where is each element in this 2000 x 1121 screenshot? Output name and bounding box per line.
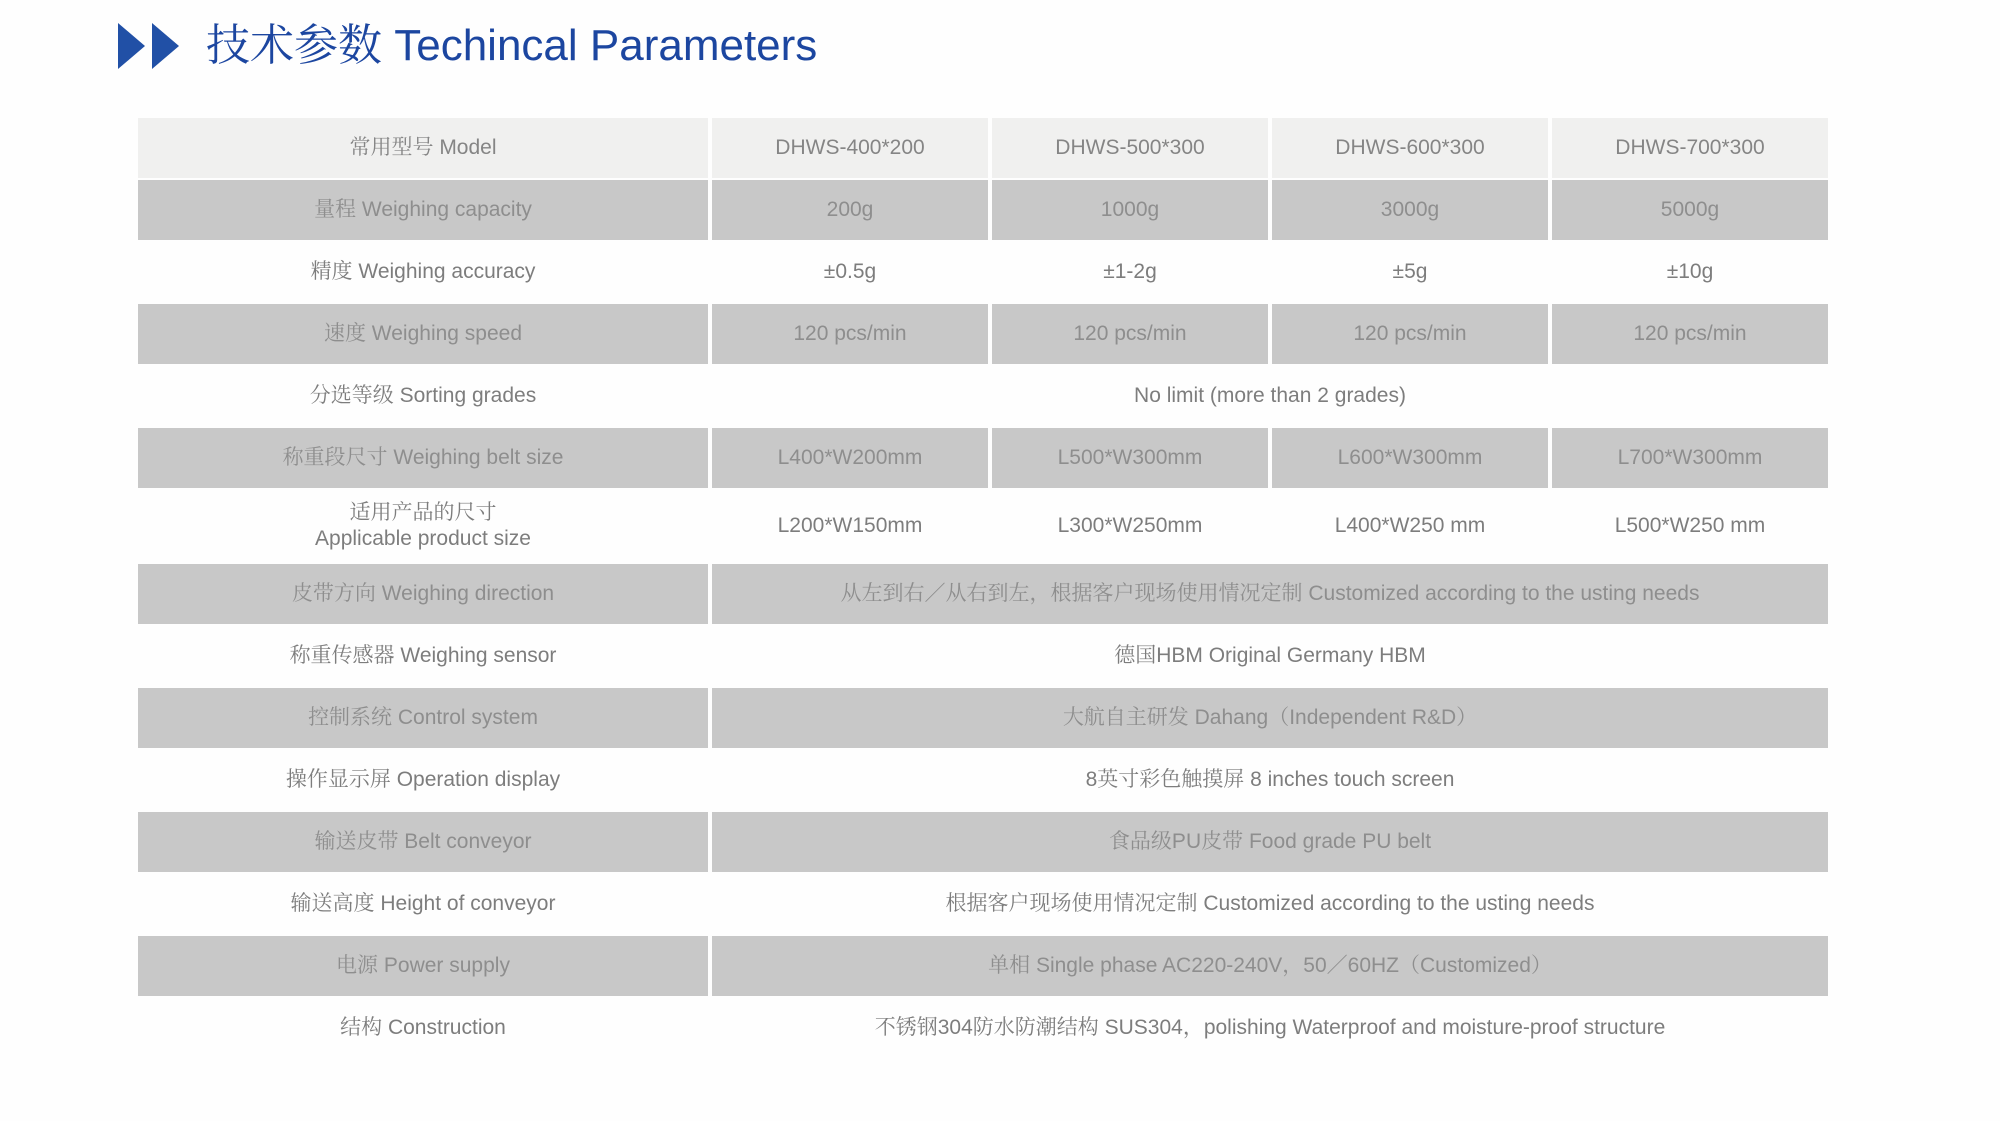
table-row (138, 874, 1828, 934)
row-value: 5000g (1552, 180, 1828, 240)
table-row (138, 750, 1828, 810)
table-row (138, 428, 1828, 488)
row-span-value: 根据客户现场使用情况定制 Customized according to the usting needs (945, 892, 1595, 915)
row-value: L500*W300mm (992, 428, 1268, 488)
row-value: DHWS-500*300 (992, 118, 1268, 178)
row-value: 120 pcs/min (992, 304, 1268, 364)
row-value: ±0.5g (823, 260, 877, 283)
row-span-value: No limit (more than 2 grades) (1134, 384, 1406, 407)
technical-parameters-table (138, 118, 1828, 1058)
row-value: 120 pcs/min (1272, 304, 1548, 364)
table-row (138, 564, 1828, 624)
row-value: 3000g (1272, 180, 1548, 240)
row-span-value: 食品级PU皮带 Food grade PU belt (712, 812, 1828, 872)
arrow-right-icon (118, 23, 145, 69)
row-span-value: 8英寸彩色触摸屏 8 inches touch screen (1085, 768, 1455, 791)
row-value: DHWS-700*300 (1552, 118, 1828, 178)
row-value: L600*W300mm (1272, 428, 1548, 488)
table-row (138, 242, 1828, 302)
table-row (138, 490, 1828, 562)
row-span-value: 从左到右／从右到左，根据客户现场使用情况定制 Customized according to the usting needs (712, 564, 1828, 624)
section-header (118, 22, 817, 70)
row-label: 适用产品的尺寸 Applicable product size (315, 501, 531, 550)
row-label: 量程 Weighing capacity (138, 180, 708, 240)
row-value: DHWS-600*300 (1272, 118, 1548, 178)
row-label: 速度 Weighing speed (138, 304, 708, 364)
table-row (138, 688, 1828, 748)
row-label: 称重传感器 Weighing sensor (289, 644, 557, 667)
page-title: 技术参数 Techincal Parameters (206, 21, 818, 70)
row-value: 200g (712, 180, 988, 240)
row-value: 120 pcs/min (712, 304, 988, 364)
table-row (138, 118, 1828, 178)
double-arrow-icon (118, 23, 186, 69)
row-value: 120 pcs/min (1552, 304, 1828, 364)
row-label: 结构 Construction (340, 1016, 506, 1039)
row-value: L200*W150mm (777, 514, 923, 537)
table-row (138, 180, 1828, 240)
table-row (138, 998, 1828, 1058)
row-span-value: 德国HBM Original Germany HBM (1114, 644, 1426, 667)
row-label: 操作显示屏 Operation display (285, 768, 561, 791)
row-value: DHWS-400*200 (712, 118, 988, 178)
table-row (138, 936, 1828, 996)
row-span-value: 大航自主研发 Dahang（Independent R&D） (712, 688, 1828, 748)
table-row (138, 366, 1828, 426)
row-value: L700*W300mm (1552, 428, 1828, 488)
row-label: 输送皮带 Belt conveyor (138, 812, 708, 872)
row-label: 分选等级 Sorting grades (309, 384, 537, 407)
row-value: L400*W200mm (712, 428, 988, 488)
row-label: 精度 Weighing accuracy (310, 260, 536, 283)
row-value: L400*W250 mm (1334, 514, 1486, 537)
row-label: 常用型号 Model (138, 118, 708, 178)
row-value: L300*W250mm (1057, 514, 1203, 537)
row-value: ±1-2g (1103, 260, 1157, 283)
row-value: 1000g (992, 180, 1268, 240)
row-label: 控制系统 Control system (138, 688, 708, 748)
row-value: ±5g (1392, 260, 1428, 283)
row-value: ±10g (1666, 260, 1714, 283)
row-value: L500*W250 mm (1614, 514, 1766, 537)
row-label: 电源 Power supply (138, 936, 708, 996)
row-span-value: 单相 Single phase AC220-240V，50／60HZ（Customized） (712, 936, 1828, 996)
row-label: 输送高度 Height of conveyor (290, 892, 556, 915)
table-row (138, 304, 1828, 364)
row-label: 皮带方向 Weighing direction (138, 564, 708, 624)
row-label: 称重段尺寸 Weighing belt size (138, 428, 708, 488)
table-row (138, 626, 1828, 686)
row-span-value: 不锈钢304防水防潮结构 SUS304，polishing Waterproof and moisture-proof structure (874, 1016, 1666, 1039)
arrow-right-icon (152, 23, 179, 69)
table-row (138, 812, 1828, 872)
